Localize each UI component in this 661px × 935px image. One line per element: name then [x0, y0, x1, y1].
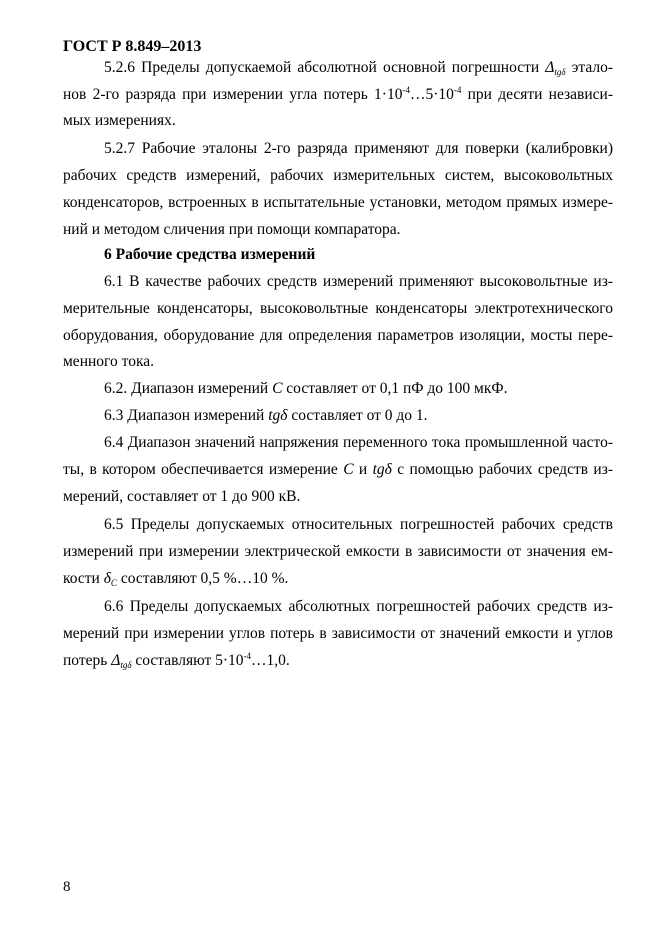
para-6-4-line-2: ты, в котором обеспечивается измерение C и tgδ с помощью рабочих средств из- [63, 461, 613, 478]
para-6-6-line-2: мерений при измерении углов потерь в зависимости от значений емкости и углов [63, 625, 613, 642]
delta-tg-symbol: $\Delta_{tg\delta}$ [111, 652, 132, 670]
para-6-3: 6.3 Диапазон измерений tgδ составляет от 0 до 1. [104, 407, 428, 424]
para-6-1-line-3: оборудования, оборудование для определения параметров изоляции, мосты пере- [63, 327, 613, 344]
para-6-4-line-3: мерений, составляет от 1 до 900 кВ. [63, 488, 301, 505]
para-5-2-6-line-2: нов 2-го разряда при измерении угла потерь $1\cdot 10^{-4}\dots 5\cdot 10^{-4}$ при десяти независи- [63, 85, 613, 103]
para-6-1-line-2: мерительные конденсаторы, высоковольтные конденсаторы электротехнического [63, 300, 613, 317]
section-6-heading: 6 Рабочие средства измерений [104, 246, 316, 263]
para-6-1-line-1: 6.1 В качестве рабочих средств измерений применяют высоковольтные из- [104, 273, 613, 290]
para-6-5-line-1: 6.5 Пределы допускаемых относительных погрешностей рабочих средств [104, 516, 613, 533]
delta-symbol: $\Delta_{tg\delta}$ [545, 59, 566, 77]
para-5-2-6-line-3: мых измерениях. [63, 112, 176, 129]
para-6-4-line-1: 6.4 Диапазон значений напряжения переменного тока промышленной часто- [104, 434, 613, 451]
para-5-2-7-line-1: 5.2.7 Рабочие эталоны 2-го разряда применяют для поверки (калибровки) [104, 140, 613, 157]
para-6-1-line-4: менного тока. [63, 353, 154, 370]
para-5-2-7-line-3: конденсаторов, встроенных в испытательные установки, методом прямых измере- [63, 194, 613, 211]
document-header: ГОСТ Р 8.849–2013 [63, 38, 202, 55]
para-6-2: 6.2. Диапазон измерений C составляет от 0,1 пФ до 100 мкФ. [104, 380, 508, 397]
para-6-5-line-2: измерений при измерении электрической емкости в зависимости от значения ем- [63, 543, 613, 560]
para-6-5-line-3: кости $\delta_C$ составляют 0,5 %…10 %. [63, 570, 289, 588]
para-5-2-6-line-1: 5.2.6 Пределы допускаемой абсолютной основной погрешности $\Delta_{tg\delta}$ этало- [104, 59, 614, 77]
page-number: 8 [63, 879, 71, 895]
para-6-6-line-3: потерь $\Delta_{tg\delta}$ составляют $5\cdot 10^{-4}\dots 1,0$. [63, 651, 290, 670]
para-5-2-7-line-2: рабочих средств измерений, рабочих измерительных систем, высоковольтных [63, 167, 613, 184]
para-5-2-7-line-4: ний и методом сличения при помощи компаратора. [63, 221, 401, 238]
delta-c-symbol: $\delta_C$ [103, 570, 117, 588]
para-6-6-line-1: 6.6 Пределы допускаемых абсолютных погрешностей рабочих средств из- [104, 598, 613, 615]
